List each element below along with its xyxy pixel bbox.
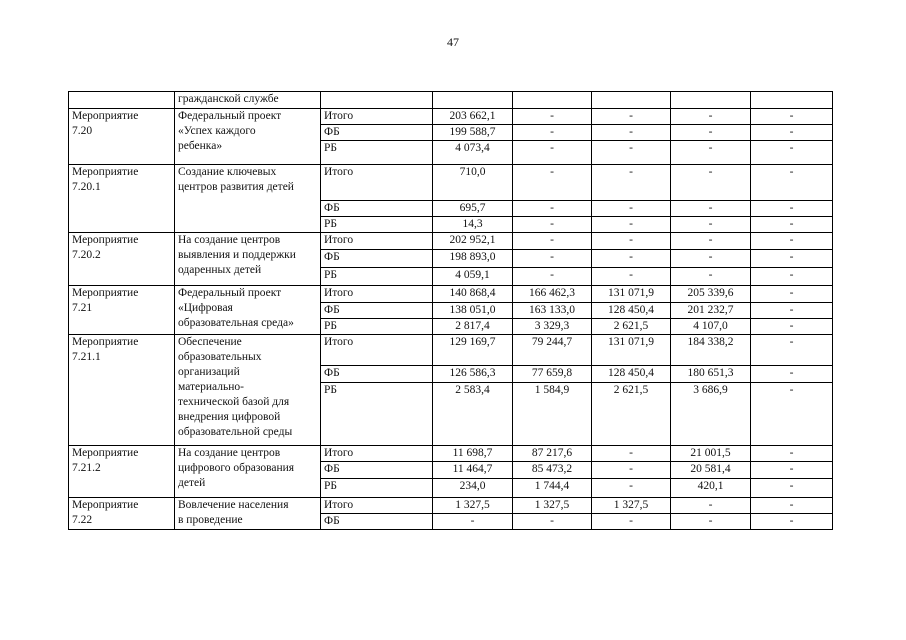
value-cell: - bbox=[513, 125, 592, 141]
value-cell: 11 464,7 bbox=[433, 462, 513, 479]
source-cell: Итого bbox=[321, 498, 433, 514]
source-cell: РБ bbox=[321, 383, 433, 446]
value-cell: - bbox=[592, 250, 671, 268]
value-cell: - bbox=[513, 217, 592, 233]
value-cell bbox=[671, 92, 751, 109]
value-cell: - bbox=[751, 498, 833, 514]
value-cell: - bbox=[592, 446, 671, 462]
value-cell bbox=[433, 92, 513, 109]
value-cell: - bbox=[751, 217, 833, 233]
value-cell: 2 621,5 bbox=[592, 319, 671, 335]
value-cell bbox=[592, 92, 671, 109]
value-cell: 77 659,8 bbox=[513, 366, 592, 383]
value-cell: - bbox=[751, 286, 833, 303]
value-cell: - bbox=[671, 109, 751, 125]
value-cell: 166 462,3 bbox=[513, 286, 592, 303]
source-cell: РБ bbox=[321, 217, 433, 233]
source-cell bbox=[321, 92, 433, 109]
description-cell: Создание ключевых центров развития детей bbox=[175, 165, 321, 233]
source-cell: Итого bbox=[321, 233, 433, 250]
value-cell: - bbox=[751, 250, 833, 268]
activity-cell: Мероприятие 7.21.1 bbox=[69, 335, 175, 446]
value-cell: 140 868,4 bbox=[433, 286, 513, 303]
value-cell: - bbox=[592, 462, 671, 479]
value-cell: - bbox=[751, 125, 833, 141]
value-cell: 4 107,0 bbox=[671, 319, 751, 335]
value-cell: 21 001,5 bbox=[671, 446, 751, 462]
value-cell: 184 338,2 bbox=[671, 335, 751, 366]
value-cell: 131 071,9 bbox=[592, 286, 671, 303]
source-cell: РБ bbox=[321, 479, 433, 498]
table-row bbox=[69, 165, 833, 201]
source-cell: РБ bbox=[321, 319, 433, 335]
source-cell: ФБ bbox=[321, 462, 433, 479]
value-cell: - bbox=[751, 303, 833, 319]
value-cell: 199 588,7 bbox=[433, 125, 513, 141]
value-cell: - bbox=[592, 217, 671, 233]
value-cell: 2 621,5 bbox=[592, 383, 671, 446]
value-cell: - bbox=[671, 514, 751, 530]
value-cell: 129 169,7 bbox=[433, 335, 513, 366]
value-cell: 87 217,6 bbox=[513, 446, 592, 462]
value-cell: - bbox=[592, 165, 671, 201]
description-cell: Обеспечение образовательных организаций материально- технической базой для внедрения цифровой образовательной среды bbox=[175, 335, 321, 446]
value-cell: - bbox=[671, 217, 751, 233]
value-cell: 4 073,4 bbox=[433, 141, 513, 165]
value-cell: - bbox=[671, 141, 751, 165]
value-cell: 2 583,4 bbox=[433, 383, 513, 446]
value-cell: 3 686,9 bbox=[671, 383, 751, 446]
value-cell: 1 327,5 bbox=[592, 498, 671, 514]
value-cell: 128 450,4 bbox=[592, 303, 671, 319]
source-cell: ФБ bbox=[321, 125, 433, 141]
description-cell: Федеральный проект «Успех каждого ребенка» bbox=[175, 109, 321, 165]
value-cell: - bbox=[592, 233, 671, 250]
value-cell: 128 450,4 bbox=[592, 366, 671, 383]
source-cell: Итого bbox=[321, 446, 433, 462]
value-cell: - bbox=[751, 366, 833, 383]
value-cell: - bbox=[751, 165, 833, 201]
value-cell: - bbox=[671, 498, 751, 514]
activity-cell: Мероприятие 7.21.2 bbox=[69, 446, 175, 498]
table-row bbox=[69, 335, 833, 366]
source-cell: Итого bbox=[321, 165, 433, 201]
value-cell: - bbox=[671, 125, 751, 141]
value-cell: - bbox=[592, 479, 671, 498]
description-cell: Вовлечение населения в проведение bbox=[175, 498, 321, 530]
value-cell bbox=[513, 92, 592, 109]
source-cell: ФБ bbox=[321, 303, 433, 319]
value-cell: 2 817,4 bbox=[433, 319, 513, 335]
description-cell: гражданской службе bbox=[175, 92, 321, 109]
activity-cell bbox=[69, 92, 175, 109]
value-cell: 126 586,3 bbox=[433, 366, 513, 383]
activity-cell: Мероприятие 7.20 bbox=[69, 109, 175, 165]
value-cell: 20 581,4 bbox=[671, 462, 751, 479]
value-cell: 138 051,0 bbox=[433, 303, 513, 319]
value-cell: - bbox=[592, 201, 671, 217]
table-row bbox=[69, 498, 833, 514]
value-cell: - bbox=[751, 141, 833, 165]
value-cell: - bbox=[671, 268, 751, 286]
value-cell: 1 327,5 bbox=[433, 498, 513, 514]
value-cell: - bbox=[513, 165, 592, 201]
source-cell: ФБ bbox=[321, 366, 433, 383]
description-cell: На создание центров выявления и поддержки одаренных детей bbox=[175, 233, 321, 286]
value-cell: - bbox=[751, 268, 833, 286]
value-cell: - bbox=[513, 109, 592, 125]
description-cell: На создание центров цифрового образования детей bbox=[175, 446, 321, 498]
value-cell: 180 651,3 bbox=[671, 366, 751, 383]
value-cell: - bbox=[751, 514, 833, 530]
value-cell: - bbox=[513, 268, 592, 286]
value-cell: - bbox=[671, 165, 751, 201]
value-cell: - bbox=[751, 201, 833, 217]
table-row bbox=[69, 286, 833, 303]
value-cell: - bbox=[751, 335, 833, 366]
value-cell: - bbox=[751, 446, 833, 462]
value-cell: - bbox=[513, 201, 592, 217]
budget-table bbox=[68, 91, 833, 530]
activity-cell: Мероприятие 7.20.1 bbox=[69, 165, 175, 233]
source-cell: ФБ bbox=[321, 514, 433, 530]
value-cell: 1 744,4 bbox=[513, 479, 592, 498]
value-cell: 205 339,6 bbox=[671, 286, 751, 303]
value-cell: - bbox=[592, 109, 671, 125]
value-cell: 695,7 bbox=[433, 201, 513, 217]
page-number: 47 bbox=[447, 35, 459, 49]
table-row bbox=[69, 446, 833, 462]
activity-cell: Мероприятие 7.21 bbox=[69, 286, 175, 335]
description-cell: Федеральный проект «Цифровая образовательная среда» bbox=[175, 286, 321, 335]
source-cell: ФБ bbox=[321, 250, 433, 268]
value-cell: 163 133,0 bbox=[513, 303, 592, 319]
source-cell: Итого bbox=[321, 286, 433, 303]
value-cell: 710,0 bbox=[433, 165, 513, 201]
source-cell: Итого bbox=[321, 109, 433, 125]
value-cell: - bbox=[513, 141, 592, 165]
value-cell: 201 232,7 bbox=[671, 303, 751, 319]
value-cell: - bbox=[751, 109, 833, 125]
value-cell: 420,1 bbox=[671, 479, 751, 498]
value-cell: 1 327,5 bbox=[513, 498, 592, 514]
value-cell: 234,0 bbox=[433, 479, 513, 498]
value-cell: 3 329,3 bbox=[513, 319, 592, 335]
value-cell: - bbox=[592, 125, 671, 141]
source-cell: РБ bbox=[321, 141, 433, 165]
source-cell: ФБ bbox=[321, 201, 433, 217]
value-cell: - bbox=[671, 233, 751, 250]
table-row bbox=[69, 109, 833, 125]
value-cell: 203 662,1 bbox=[433, 109, 513, 125]
value-cell: 85 473,2 bbox=[513, 462, 592, 479]
source-cell: Итого bbox=[321, 335, 433, 366]
value-cell: - bbox=[592, 268, 671, 286]
value-cell: - bbox=[592, 514, 671, 530]
value-cell: 11 698,7 bbox=[433, 446, 513, 462]
value-cell: 79 244,7 bbox=[513, 335, 592, 366]
value-cell: 131 071,9 bbox=[592, 335, 671, 366]
value-cell: - bbox=[751, 383, 833, 446]
activity-cell: Мероприятие 7.22 bbox=[69, 498, 175, 530]
value-cell: - bbox=[513, 233, 592, 250]
value-cell: - bbox=[751, 233, 833, 250]
value-cell: 1 584,9 bbox=[513, 383, 592, 446]
value-cell: 4 059,1 bbox=[433, 268, 513, 286]
value-cell: - bbox=[751, 479, 833, 498]
value-cell bbox=[751, 92, 833, 109]
value-cell: - bbox=[592, 141, 671, 165]
value-cell: - bbox=[433, 514, 513, 530]
value-cell: - bbox=[751, 319, 833, 335]
value-cell: - bbox=[513, 250, 592, 268]
value-cell: 14,3 bbox=[433, 217, 513, 233]
value-cell: - bbox=[513, 514, 592, 530]
value-cell: 202 952,1 bbox=[433, 233, 513, 250]
value-cell: 198 893,0 bbox=[433, 250, 513, 268]
continuation-row bbox=[69, 92, 833, 109]
table-row bbox=[69, 233, 833, 250]
value-cell: - bbox=[671, 201, 751, 217]
value-cell: - bbox=[671, 250, 751, 268]
activity-cell: Мероприятие 7.20.2 bbox=[69, 233, 175, 286]
source-cell: РБ bbox=[321, 268, 433, 286]
value-cell: - bbox=[751, 462, 833, 479]
